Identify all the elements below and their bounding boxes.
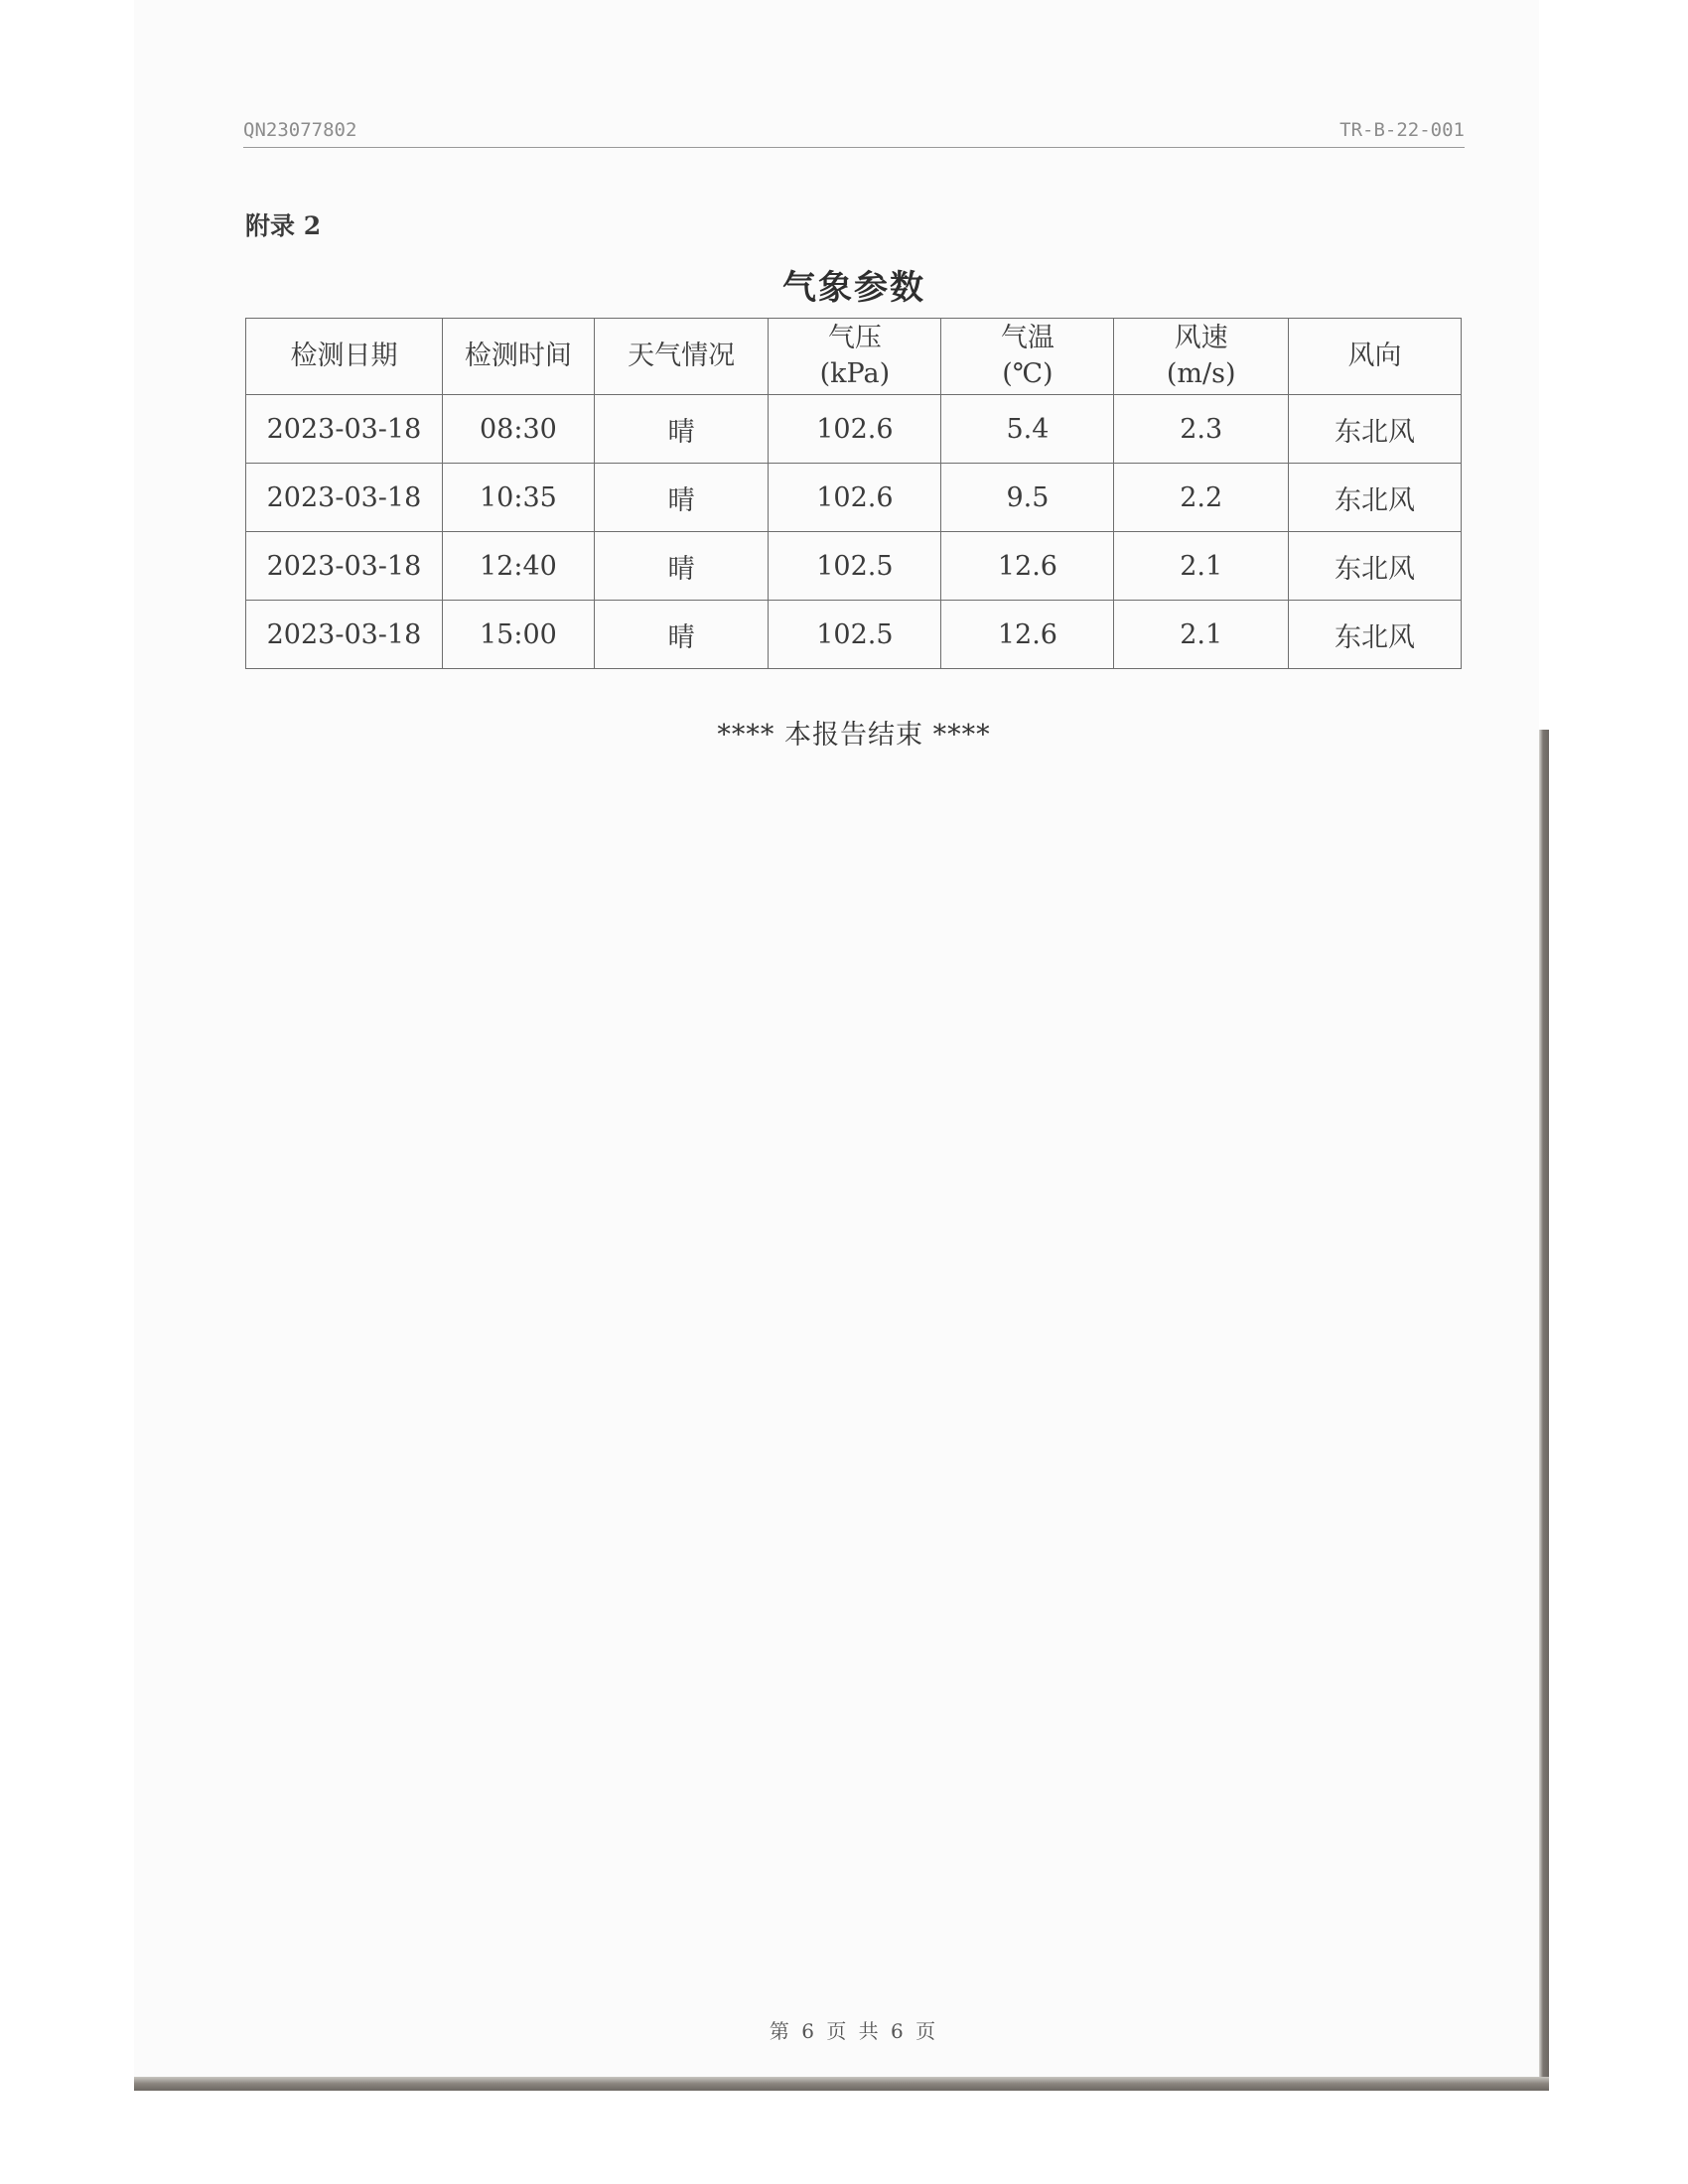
column-header-unit: (kPa) [819, 358, 891, 389]
table-row [246, 601, 1462, 669]
date-cell: 2023-03-18 [246, 395, 443, 464]
wind-speed-cell: 2.2 [1114, 464, 1288, 532]
wind-speed-cell: 2.3 [1114, 395, 1288, 464]
column-header-label: 检测时间 [464, 341, 572, 371]
temperature-cell: 9.5 [941, 464, 1114, 532]
table-header-row [246, 319, 1462, 395]
form-code: TR-B-22-001 [1339, 119, 1465, 141]
page-header [243, 117, 1465, 148]
column-header-label: 气温 [1000, 323, 1055, 353]
column-header-label: 检测日期 [290, 341, 398, 371]
pressure-cell: 102.5 [769, 532, 941, 601]
time-cell: 12:40 [442, 532, 594, 601]
time-cell: 15:00 [442, 601, 594, 669]
date-cell: 2023-03-18 [246, 532, 443, 601]
table-row [246, 395, 1462, 464]
column-header [1288, 319, 1461, 395]
temperature-cell: 12.6 [941, 532, 1114, 601]
column-header-label: 风向 [1347, 341, 1402, 371]
column-header [1114, 319, 1288, 395]
column-header [246, 319, 443, 395]
photo-background-edge [1539, 730, 1549, 2090]
column-header [769, 319, 941, 395]
wind-speed-cell: 2.1 [1114, 601, 1288, 669]
temperature-cell: 5.4 [941, 395, 1114, 464]
report-number: QN23077802 [243, 119, 357, 141]
document-page [134, 0, 1539, 2077]
column-header [594, 319, 768, 395]
wind-speed-cell: 2.1 [1114, 532, 1288, 601]
date-cell: 2023-03-18 [246, 464, 443, 532]
appendix-label: 附录 2 [245, 211, 322, 240]
column-header-label: 气压 [827, 323, 882, 353]
time-cell: 08:30 [442, 395, 594, 464]
report-end-marker: **** 本报告结束 **** [717, 720, 991, 751]
table-row [246, 464, 1462, 532]
pressure-cell: 102.6 [769, 464, 941, 532]
temperature-cell: 12.6 [941, 601, 1114, 669]
wind-direction-cell: 东北风 [1288, 395, 1461, 464]
column-header-label: 天气情况 [628, 341, 736, 371]
weather-cell: 晴 [594, 601, 768, 669]
column-header-unit: (m/s) [1166, 358, 1236, 389]
weather-cell: 晴 [594, 395, 768, 464]
date-cell: 2023-03-18 [246, 601, 443, 669]
time-cell: 10:35 [442, 464, 594, 532]
wind-direction-cell: 东北风 [1288, 532, 1461, 601]
pressure-cell: 102.5 [769, 601, 941, 669]
column-header [941, 319, 1114, 395]
wind-direction-cell: 东北风 [1288, 464, 1461, 532]
page-footer: 第 6 页 共 6 页 [769, 2019, 939, 2043]
weather-parameters-table [245, 318, 1462, 669]
column-header-label: 风速 [1174, 323, 1228, 353]
pressure-cell: 102.6 [769, 395, 941, 464]
weather-cell: 晴 [594, 532, 768, 601]
wind-direction-cell: 东北风 [1288, 601, 1461, 669]
photo-background-edge [134, 2077, 1549, 2091]
column-header [442, 319, 594, 395]
table-row [246, 532, 1462, 601]
column-header-unit: (℃) [1002, 358, 1054, 389]
table-title: 气象参数 [782, 268, 925, 308]
weather-cell: 晴 [594, 464, 768, 532]
